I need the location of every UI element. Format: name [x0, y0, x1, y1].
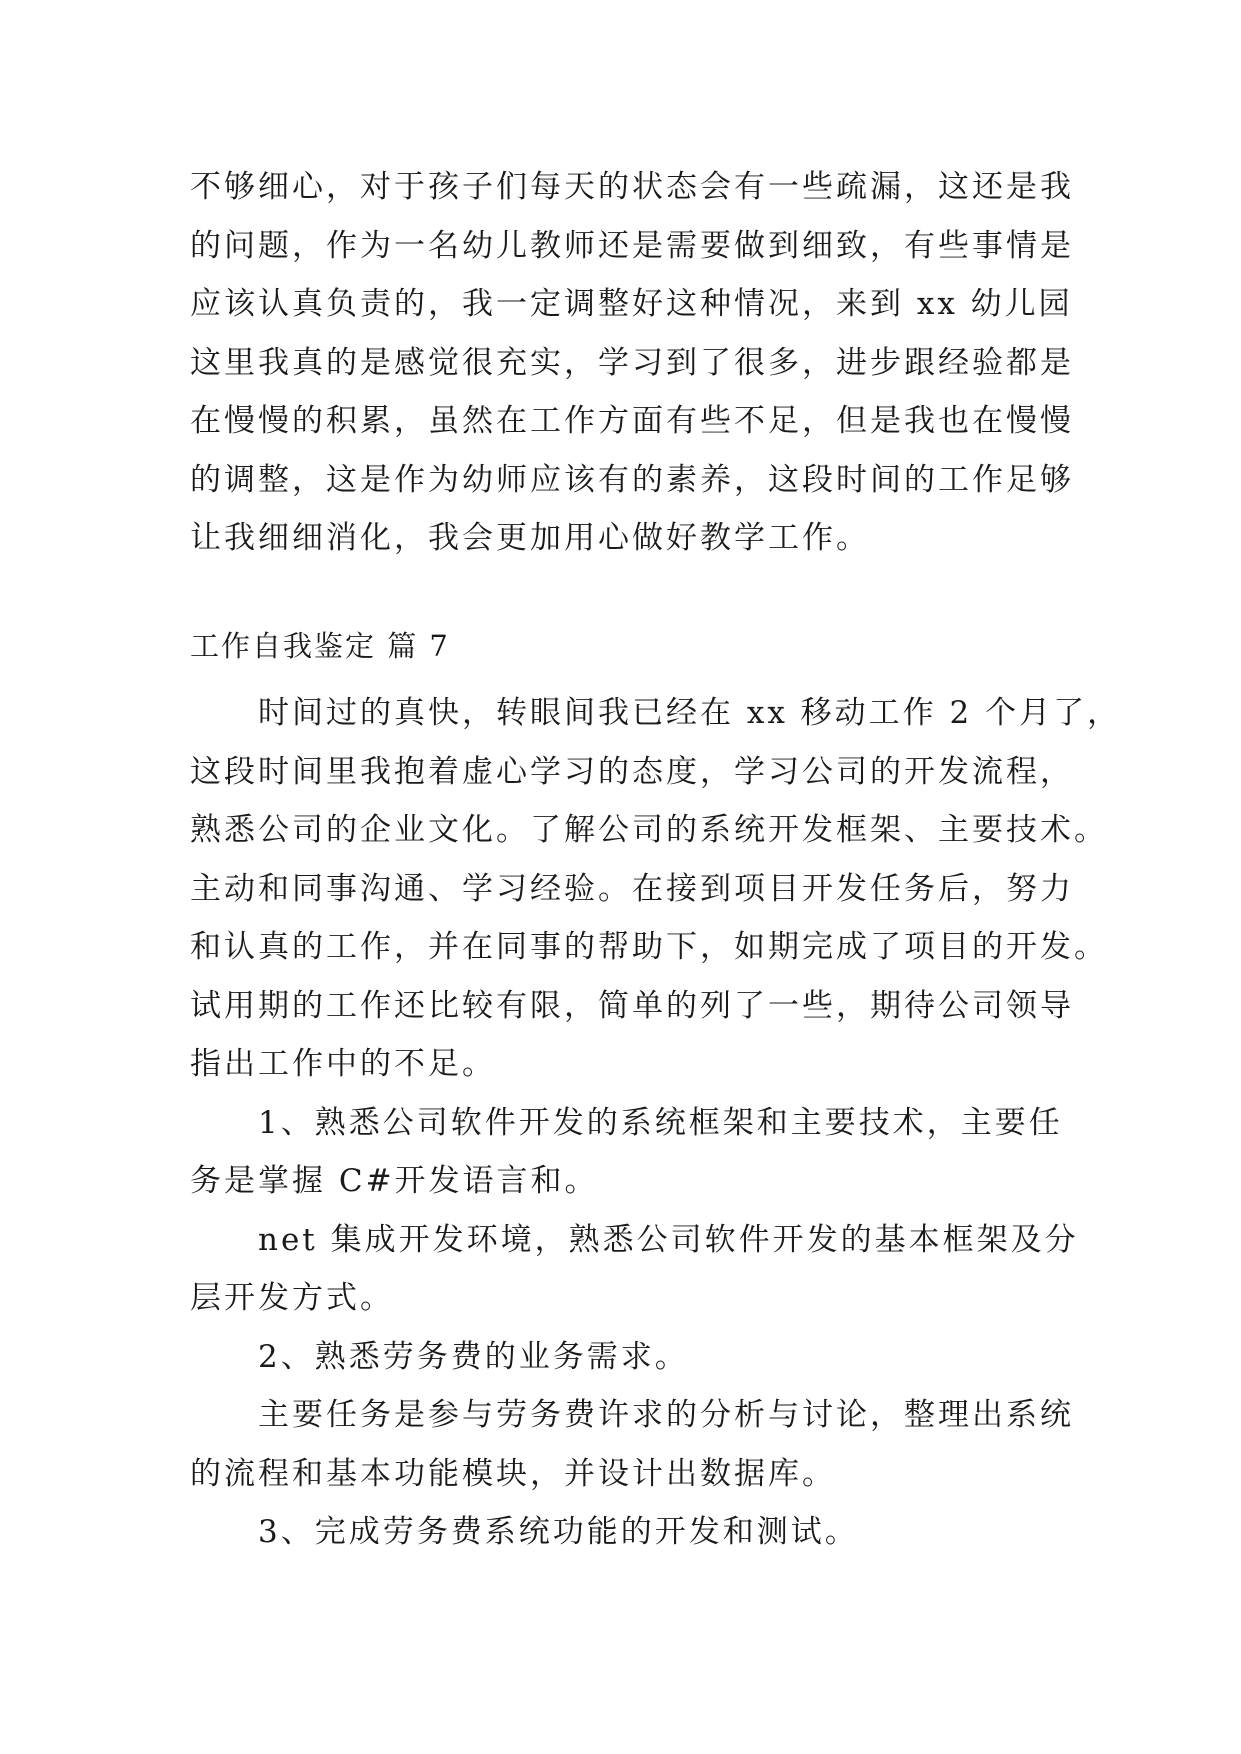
body-line: 熟悉公司的企业文化。了解公司的系统开发框架、主要技术。	[190, 812, 1108, 848]
body-line: 试用期的工作还比较有限，简单的列了一些，期待公司领导	[190, 987, 1074, 1024]
section-body	[190, 684, 1122, 1562]
paragraph-line: 的调整，这是作为幼师应该有的素养，这段时间的工作足够	[190, 461, 1074, 498]
paragraph-line: 不够细心，对于孩子们每天的状态会有一些疏漏，这还是我	[190, 169, 1074, 205]
paragraph-line: 这里我真的是感觉很充实，学习到了很多，进步跟经验都是	[190, 344, 1074, 381]
body-line: 3、完成劳务费系统功能的开发和测试。	[258, 1514, 859, 1550]
paragraph-line: 让我细细消化，我会更加用心做好教学工作。	[190, 520, 870, 556]
body-line: 的流程和基本功能模块，并设计出数据库。	[190, 1455, 836, 1492]
continuation-paragraph	[190, 158, 1074, 568]
paragraph-line: 的问题，作为一名幼儿教师还是需要做到细致，有些事情是	[190, 227, 1074, 264]
body-line: 这段时间里我抱着虚心学习的态度，学习公司的开发流程，	[190, 753, 1074, 790]
body-line: 主动和同事沟通、学习经验。在接到项目开发任务后，努力	[190, 870, 1074, 907]
body-line: 时间过的真快，转眼间我已经在 xx 移动工作 2 个月了，	[258, 695, 1122, 731]
body-line: 务是掌握 C#开发语言和。	[190, 1163, 599, 1199]
body-line: 层开发方式。	[190, 1280, 394, 1316]
body-line: 和认真的工作，并在同事的帮助下，如期完成了项目的开发。	[190, 929, 1108, 965]
paragraph-line: 应该认真负责的，我一定调整好这种情况，来到 xx 幼儿园	[190, 286, 1073, 322]
body-line: net 集成开发环境，熟悉公司软件开发的基本框架及分	[258, 1221, 1079, 1258]
paragraph-line: 在慢慢的积累，虽然在工作方面有些不足，但是我也在慢慢	[190, 403, 1074, 439]
body-line: 2、熟悉劳务费的业务需求。	[258, 1338, 689, 1375]
body-line: 指出工作中的不足。	[190, 1046, 496, 1082]
section-heading: 工作自我鉴定 篇 7	[190, 629, 450, 663]
body-line: 主要任务是参与劳务费许求的分析与讨论，整理出系统	[258, 1397, 1074, 1433]
body-line: 1、熟悉公司软件开发的系统框架和主要技术，主要任	[258, 1104, 1063, 1141]
